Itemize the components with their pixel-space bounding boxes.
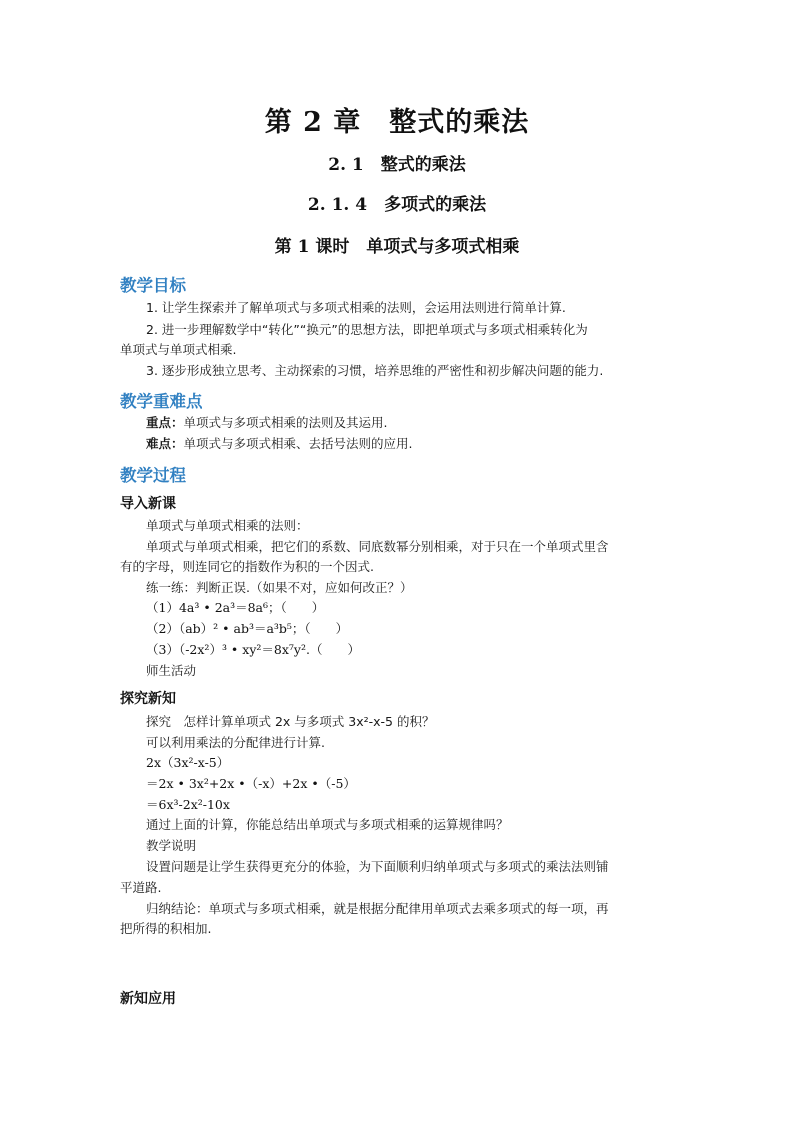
teaching-note-line-2: 平道路. xyxy=(120,880,162,895)
chapter-title: 第 2 章 整式的乘法 xyxy=(264,107,530,138)
explore-hint: 可以利用乘法的分配律进行计算. xyxy=(146,735,325,750)
calc-step-1: 2x（3x²-x-5） xyxy=(146,755,230,770)
apply-heading: 新知应用 xyxy=(120,991,176,1007)
conclusion-line-1: 归纳结论：单项式与多项式相乘，就是根据分配律用单项式去乘多项式的每一项，再 xyxy=(146,901,609,916)
subsection-title: 2. 1. 4 多项式的乘法 xyxy=(307,195,487,215)
intro-rule-title: 单项式与单项式相乘的法则： xyxy=(146,518,309,533)
conclusion-line-2: 把所得的积相加. xyxy=(120,921,212,936)
focus-label: 重点： xyxy=(146,415,184,430)
key-points-heading: 教学重难点 xyxy=(120,392,203,411)
calc-step-2: ＝2x • 3x²+2x •（-x）+2x •（-5） xyxy=(146,776,356,791)
teacher-student-activity: 师生活动 xyxy=(146,663,197,678)
difficulty-line xyxy=(146,434,413,452)
explore-question: 探究 怎样计算单项式 2x 与多项式 3x²-x-5 的积？ xyxy=(146,714,435,729)
explore-heading: 探究新知 xyxy=(120,691,176,707)
objectives-heading: 教学目标 xyxy=(120,276,186,295)
difficulty-label: 难点： xyxy=(146,436,184,451)
intro-rule-line-2: 有的字母，则连同它的指数作为积的一个因式. xyxy=(120,559,374,574)
lesson-title: 第 1 课时 单项式与多项式相乘 xyxy=(274,237,520,257)
objective-item-2-line-1: 2. 进一步理解数学中“转化”“换元”的思想方法，即把单项式与多项式相乘转化为 xyxy=(146,322,588,337)
teaching-note-title: 教学说明 xyxy=(146,838,197,853)
section-title: 2. 1 整式的乘法 xyxy=(328,155,466,175)
practice-question-2: （2）（ab）² • ab³＝a³b⁵；（ ） xyxy=(146,621,349,636)
process-heading: 教学过程 xyxy=(120,466,186,485)
objective-item-1: 1. 让学生探索并了解单项式与多项式相乘的法则，会运用法则进行简单计算. xyxy=(146,300,566,315)
practice-question-1: （1）4a³ • 2a³＝8a⁶；（ ） xyxy=(146,600,325,615)
intro-rule-line-1: 单项式与单项式相乘，把它们的系数、同底数幂分别相乘，对于只在一个单项式里含 xyxy=(146,539,609,554)
focus-text: 单项式与多项式相乘的法则及其运用. xyxy=(183,415,388,430)
objective-item-3: 3. 逐步形成独立思考、主动探索的习惯，培养思维的严密性和初步解决问题的能力. xyxy=(146,363,604,378)
calc-step-3: ＝6x³-2x²-10x xyxy=(146,797,230,812)
practice-question-3: （3）（-2x²）³ • xy²＝8x⁷y².（ ） xyxy=(146,642,360,657)
teaching-note-line-1: 设置问题是让学生获得更充分的体验，为下面顺利归纳单项式与多项式的乘法法则铺 xyxy=(146,859,609,874)
focus-line xyxy=(146,413,388,431)
practice-prompt: 练一练：判断正误.（如果不对，应如何改正？） xyxy=(146,580,413,595)
difficulty-text: 单项式与多项式相乘、去括号法则的应用. xyxy=(183,436,413,451)
explore-reflect: 通过上面的计算，你能总结出单项式与多项式相乘的运算规律吗？ xyxy=(146,817,509,832)
intro-heading: 导入新课 xyxy=(120,496,176,512)
objective-item-2-line-2: 单项式与单项式相乘. xyxy=(120,342,237,357)
